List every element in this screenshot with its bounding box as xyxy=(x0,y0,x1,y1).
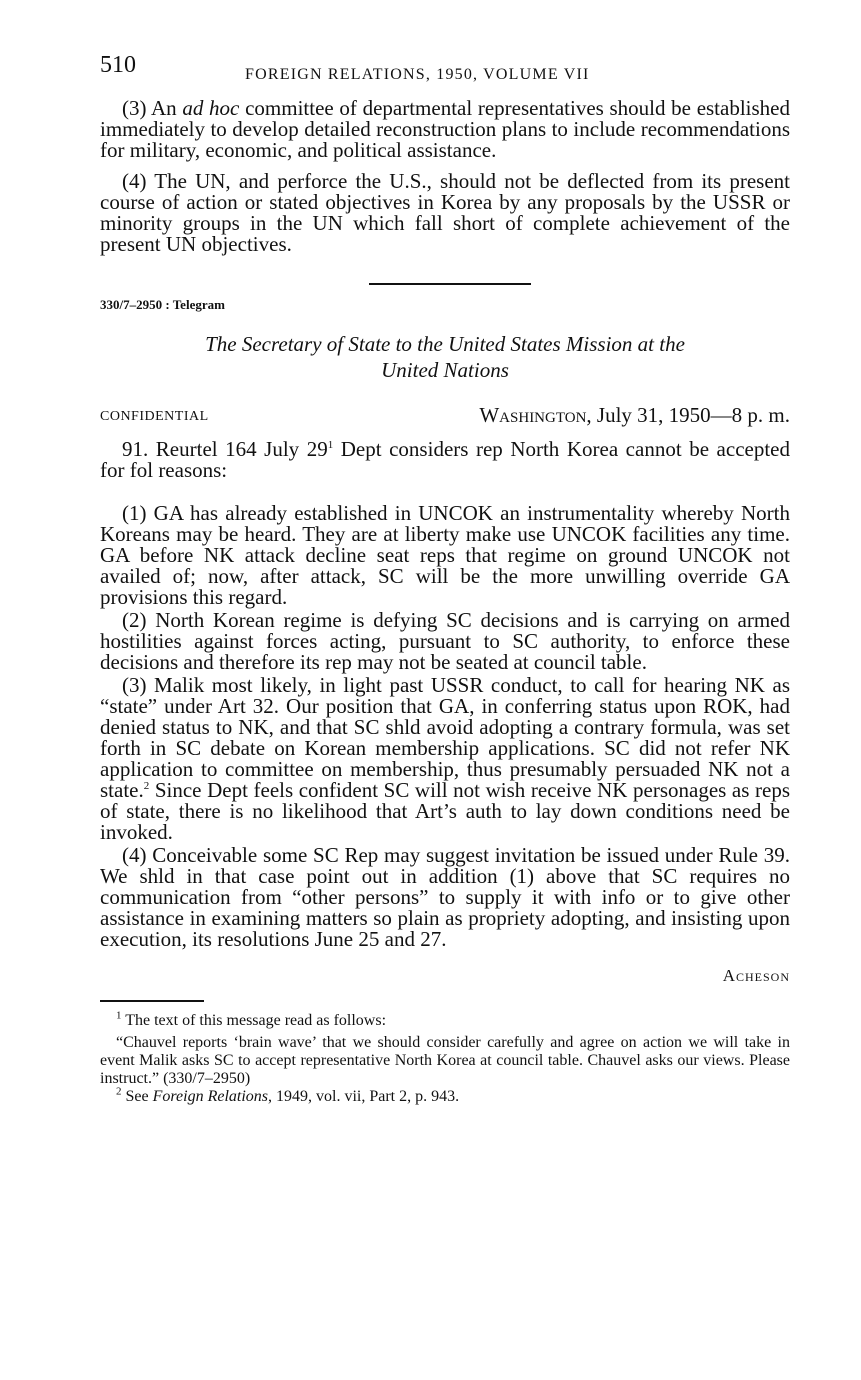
footnote-2-rest: , 1949, vol. vii, Part 2, p. 943. xyxy=(268,1088,460,1105)
document-page xyxy=(100,52,790,1106)
footnote-2-mark: 2 xyxy=(116,1085,122,1098)
place-name: Washington xyxy=(479,403,587,427)
item3-italic: ad hoc xyxy=(182,96,240,120)
signature: Acheson xyxy=(722,966,790,985)
document-title-line-1: The Secretary of State to the United States Mission at the xyxy=(205,332,685,356)
reason-1: (1) GA has already established in UNCOK an instrumentality whereby North Koreans may be heard. They are at liberty make use UNCOK facilities any time. GA before NK attack decline seat reps that regime on ground UNCOK not availed of; now, after attack, SC will be the more unwilling override GA provisions this regard. xyxy=(100,501,790,609)
classification-label: CONFIDENTIAL xyxy=(100,409,209,424)
footnote-ref-2: 2 xyxy=(143,780,150,792)
footnote-2-italic: Foreign Relations xyxy=(152,1088,268,1105)
page-number: 510 xyxy=(100,52,136,78)
footnote-1-quote: “Chauvel reports ‘brain wave’ that we should consider carefully and agree on action we will take in event Malik asks SC to accept representative North Korea at council table. Chauvel asks our views. Please instruct.” (330/7–2950) xyxy=(100,1034,790,1087)
opening-text-cont: Dept considers rep North Korea cannot be accepted for fol reasons: xyxy=(100,437,790,482)
footnote-divider xyxy=(100,1000,204,1002)
file-number: 330/7–2950 : Telegram xyxy=(100,297,225,312)
footnote-1 xyxy=(100,1009,790,1030)
document-title xyxy=(100,331,790,383)
reason-4: (4) Conceivable some SC Rep may suggest invitation be issued under Rule 39. We shld in that case point out in addition (1) above that SC requires no communication from “other persons” to supply it with info or to give other assistance in examining matters so plain as propriety adopting, and insisting upon execution, its resolutions June 25 and 27. xyxy=(100,843,790,951)
document-title-line-2: United Nations xyxy=(381,358,509,382)
dateline xyxy=(100,403,790,433)
running-title: FOREIGN RELATIONS, 1950, VOLUME VII xyxy=(245,66,590,83)
item3-prefix: (3) An xyxy=(122,96,183,120)
telegram-opening xyxy=(100,439,790,481)
date-time: , July 31, 1950—8 p. m. xyxy=(586,403,790,427)
previous-item-3 xyxy=(100,98,790,161)
reason-2: (2) North Korean regime is defying SC decisions and is carrying on armed hostilities against forces acting, pursuant to SC authority, to enforce these decisions and therefore its rep may not be seated at council table. xyxy=(100,608,790,674)
section-divider xyxy=(369,283,531,285)
reason-3-text-cont: Since Dept feels confident SC will not wish receive NK personages as reps of state, there is no likelihood that Art’s auth to lay down conditions need be invoked. xyxy=(100,778,790,844)
footnote-1-mark: 1 xyxy=(116,1009,122,1022)
footnote-2 xyxy=(100,1085,790,1106)
footnote-ref-1: 1 xyxy=(327,439,334,451)
item3-rest: committee of departmental representatives should be established immediately to develop detailed reconstruction plans to include recommendations for military, economic, and political assistance. xyxy=(100,96,791,162)
place-date xyxy=(479,403,790,428)
reason-3 xyxy=(100,675,790,843)
opening-text: 91. Reurtel 164 July 29 xyxy=(122,437,328,461)
footnote-1-text: The text of this message read as follows: xyxy=(121,1012,387,1029)
running-head xyxy=(100,52,790,92)
previous-item-4: (4) The UN, and perforce the U.S., should not be deflected from its present course of action or stated objectives in Korea by any proposals by the USSR or minority groups in the UN which fall short of complete achievement of the present UN objectives. xyxy=(100,169,790,256)
reason-3-text: (3) Malik most likely, in light past USSR conduct, to call for hearing NK as “state” under Art 32. Our position that GA, in conferring status upon ROK, had denied status to NK, and that SC shld avoid adopting a contrary formula, was set forth in SC debate on Korean membership applications. SC did not refer NK application to committee on membership, thus presumably persuaded NK not a state. xyxy=(100,673,790,802)
footnote-2-prefix: See xyxy=(121,1088,153,1105)
